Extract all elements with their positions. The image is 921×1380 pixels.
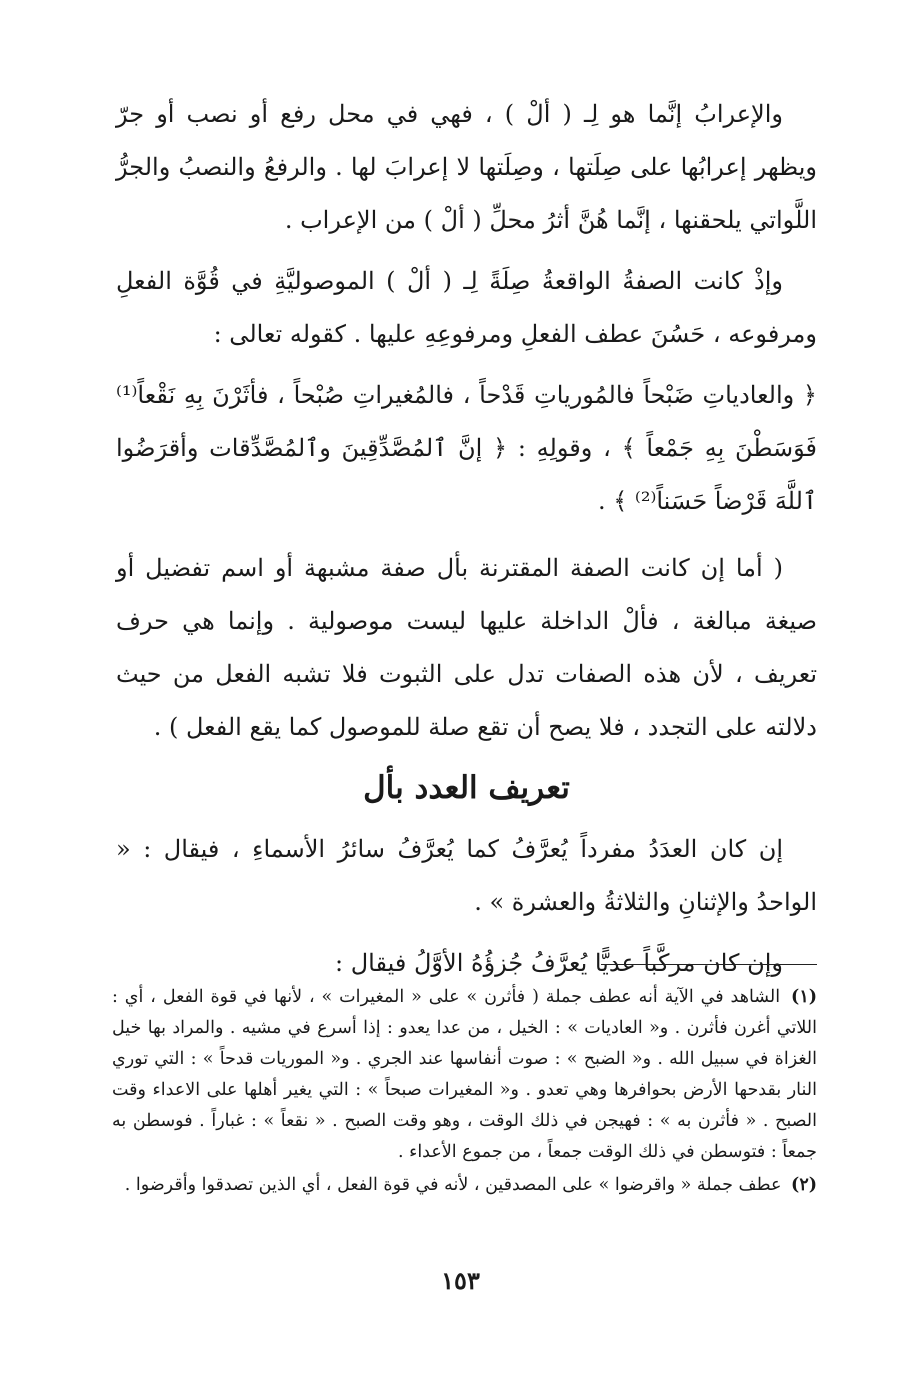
section-heading: تعريف العدد بأل bbox=[363, 770, 570, 806]
footnote-text: عطف جملة « واقرضوا » على المصدقين ، لأنه في قوة الفعل ، أي الذين تصدقوا وأقرضوا . bbox=[124, 1175, 782, 1195]
footnote-2 bbox=[112, 1170, 817, 1201]
paragraph-irab: والإعرابُ إنَّما هو لِـ ( ألْ ) ، فهي في محل رفع أو نصب أو جرّ ويظهر إعرابُها على صِلَتها ، وصِلَتها لا إعرابَ لها . والرفعُ والنصبُ والجرُّ اللَّواتي يلحقنها ، إنَّما هُنَّ أثرُ محلِّ ( ألْ ) من الإعراب . bbox=[116, 100, 817, 234]
quran-verses: ﴿ والعادياتِ ضَبْحاً فالمُورياتِ قَدْحاً ، فالمُغيراتِ صُبْحاً ، فأثَرْنَ بِهِ نَقْعاً⁽¹⁾ فَوَسَطْنَ بِهِ جَمْعاً ﴾ ، وقولِهِ : ﴿ إنَّ ٱلمُصَّدِّقِينَ وٱلمُصَّدِّقات وأقرَضُوا ٱللَّهَ قَرْضاً حَسَناً⁽²⁾ ﴾ . bbox=[116, 381, 817, 515]
main-text bbox=[116, 88, 817, 998]
paragraph-exception: ( أما إن كانت الصفة المقترنة بأل صفة مشبهة أو اسم تفضيل أو صيغة مبالغة ، فألْ الداخلة عليها ليست موصولية . وإنما هي حرف تعريف ، لأن هذه الصفات تدل على الثبوت فلا تشبه الفعل من حيث دلالته على التجدد ، فلا يصح أن تقع صلة للموصول كما يقع الفعل ) . bbox=[116, 554, 817, 741]
footnote-number: (٢) bbox=[791, 1175, 817, 1195]
footnote-1 bbox=[112, 982, 817, 1168]
footnote-separator bbox=[601, 964, 817, 965]
paragraph-compound-number: وإن كان مركَّباً عديًّا يُعرَّفُ جُزؤُهُ الأوَّلُ فيقال : bbox=[335, 949, 783, 977]
page-number: ١٥٣ bbox=[441, 1266, 480, 1295]
paragraph-single-number: إن كان العدَدُ مفرداً يُعرَّفُ كما يُعرَّفُ سائرُ الأسماءِ ، فيقال : « الواحدُ والإثنانِ والثلاثةُ والعشرة » . bbox=[116, 835, 817, 916]
footnote-text: الشاهد في الآية أنه عطف جملة ( فأثرن » على « المغيرات » ، لأنها في قوة الفعل ، أي : اللاتي أغرن فأثرن . و« العاديات » : الخيل ، من عدا يعدو : إذا أسرع في مشيه . والمراد بها خيل الغزاة في سبيل الله . و« الضبح » : صوت أنفاسها عند الجري . و« الموريات قدحاً » : التي توري النار بقدحها الأرض بحوافرها وهي تعدو . و« المغيرات صبحاً » : التي يغير أهلها على الاعداء وقت الصبح . « فأثرن به » : فهيجن في ذلك الوقت ، وهو وقت الصبح . « نقعاً » : غباراً . فوسطن به جمعاً : فتوسطن في ذلك الوقت جمعاً ، من جموع الأعداء . bbox=[112, 987, 817, 1162]
footnotes bbox=[112, 982, 817, 1203]
paragraph-sila: وإذْ كانت الصفةُ الواقعةُ صِلَةً لِـ ( ألْ ) الموصوليَّةِ في قُوَّة الفعلِ ومرفوعه ، حَسُنَ عطف الفعلِ ومرفوعِهِ عليها . كقوله تعالى : bbox=[116, 267, 817, 348]
footnote-number: (١) bbox=[791, 987, 817, 1007]
